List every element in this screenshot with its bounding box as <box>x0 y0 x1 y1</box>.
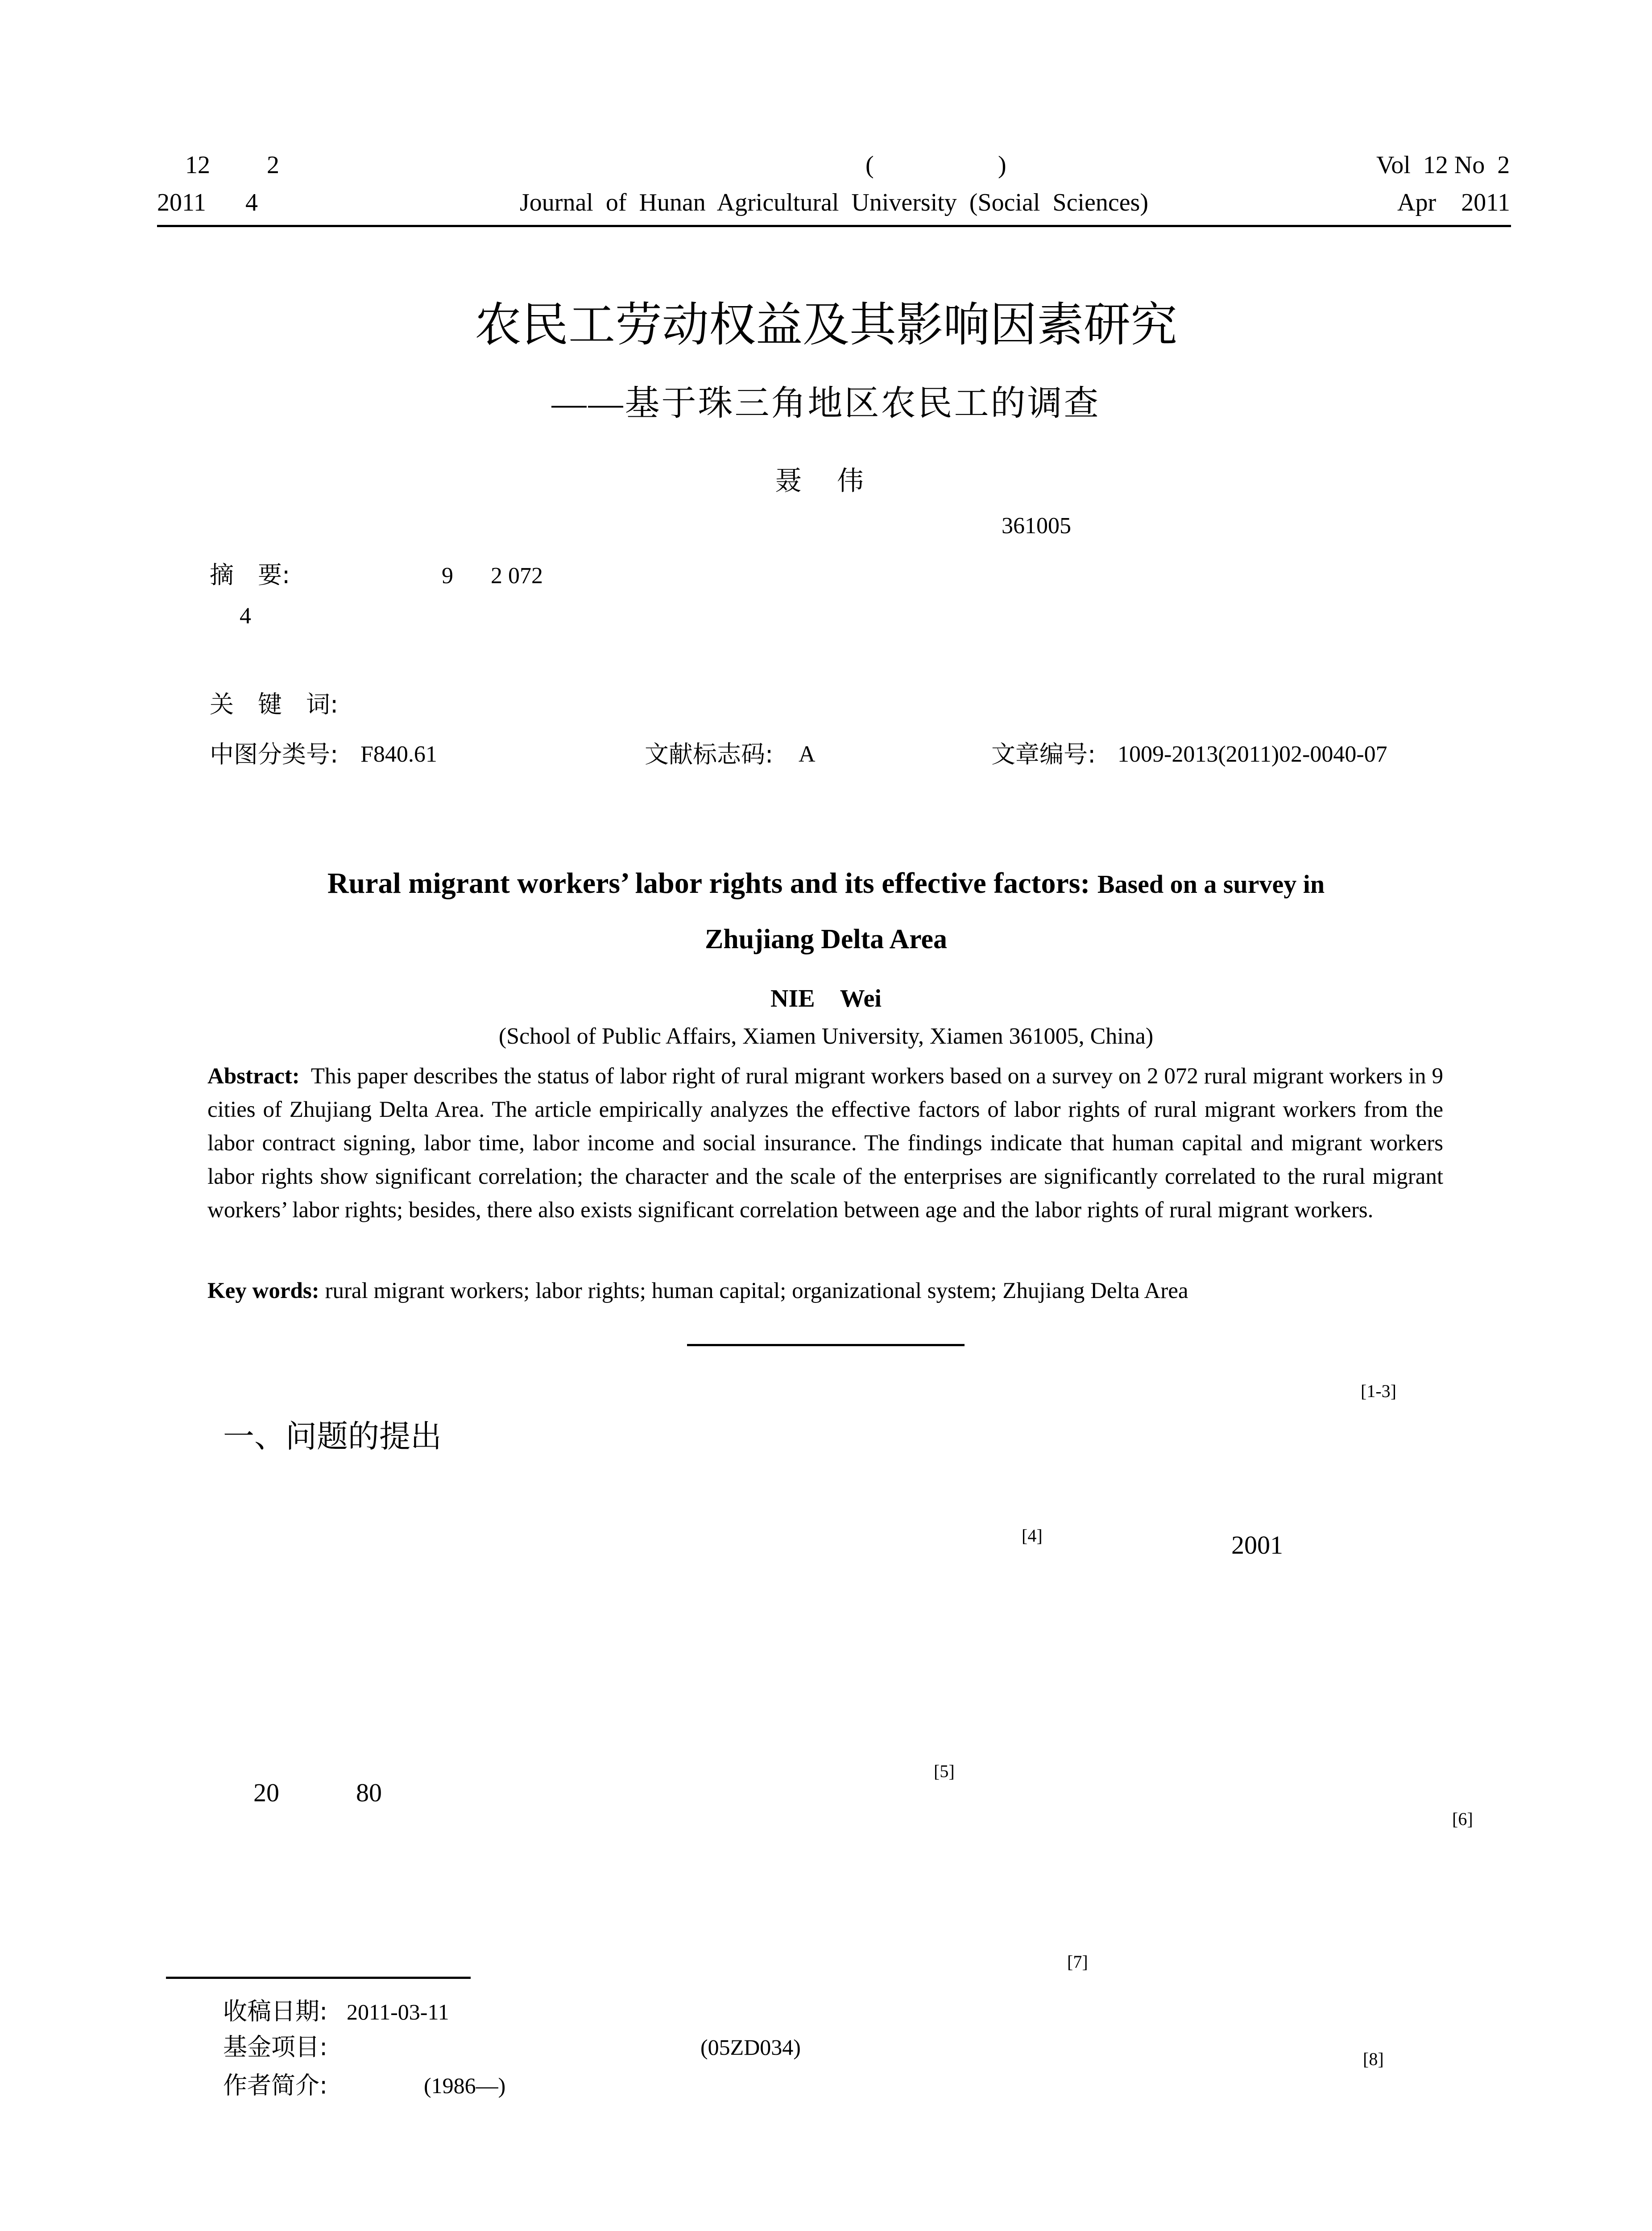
citation-7: [7] <box>1067 1952 1088 1972</box>
author-bio-label: 作者简介: <box>223 2071 328 2099</box>
author-cn: 聂 伟 <box>774 465 878 497</box>
affiliation-en: (School of Public Affairs, Xiamen University, Xiamen 361005, China) <box>498 1024 1154 1049</box>
abstract-cn-num-2072: 2 072 <box>491 563 543 589</box>
article-number-label: 文章编号: <box>991 740 1096 768</box>
title-cn: 农民工劳动权益及其影响因素研究 <box>474 298 1177 352</box>
citation-4: [4] <box>1022 1526 1043 1546</box>
clc-value: F840.61 <box>360 742 437 767</box>
section-heading-1: 一、问题的提出 <box>223 1418 442 1455</box>
header-volume-en: Vol 12 No 2 <box>1376 151 1510 179</box>
header-rule <box>157 225 1511 227</box>
body-number-20: 20 <box>253 1778 279 1807</box>
doc-code-value: A <box>799 742 816 767</box>
abstract-cn-num-4: 4 <box>240 603 251 629</box>
fund-label: 基金项目: <box>223 2033 328 2061</box>
doc-code-label: 文献标志码: <box>645 740 774 768</box>
title-en-line2: Zhujiang Delta Area <box>704 924 948 954</box>
header-year: 2011 <box>157 189 206 216</box>
received-date-label: 收稿日期: <box>223 1997 328 2025</box>
header-paren-close: ) <box>998 151 1006 179</box>
article-number-value: 1009-2013(2011)02-0040-07 <box>1118 742 1387 767</box>
header-month: 4 <box>245 189 258 216</box>
abstract-separator-rule <box>687 1344 965 1346</box>
title-en-line1 <box>0 866 1652 902</box>
abstract-cn-label: 摘 要: <box>210 561 290 589</box>
abstract-cn-num-9: 9 <box>442 563 453 589</box>
title-en-main: Rural migrant workers’ labor rights and its effective factors: <box>327 867 1090 900</box>
received-date-value: 2011-03-11 <box>347 1999 449 2024</box>
subtitle-cn: ——基于珠三角地区农民工的调查 <box>551 384 1101 423</box>
clc-label: 中图分类号: <box>210 740 339 768</box>
body-number-80: 80 <box>356 1778 382 1807</box>
author-bio-value: (1986—) <box>424 2073 506 2098</box>
header-paren-open: ( <box>865 151 874 179</box>
keywords-cn-label: 关 键 词: <box>210 690 339 718</box>
title-en-subtitle: Based on a survey in <box>1097 870 1325 899</box>
citation-6: [6] <box>1452 1809 1473 1829</box>
postcode-cn: 361005 <box>1002 513 1071 539</box>
abstract-en-label: Abstract: <box>207 1064 300 1089</box>
keywords-en-text: rural migrant workers; labor rights; human capital; organizational system; Zhujiang Delta Area <box>325 1278 1188 1303</box>
header-issue: 2 <box>267 151 279 179</box>
header-date-en: Apr 2011 <box>1397 189 1511 216</box>
body-year-2001: 2001 <box>1231 1530 1283 1559</box>
citation-1-3: [1-3] <box>1361 1381 1396 1401</box>
fund-value: (05ZD034) <box>700 2035 801 2060</box>
keywords-en-label: Key words: <box>207 1278 319 1303</box>
abstract-en-text: This paper describes the status of labor right of rural migrant workers based on a survey on 2 072 rural migrant workers in 9 cities of Zhujiang Delta Area. The article empirically analyzes the effective factors of labor rights of rural migrant workers from the labor contract signing, labor time, labor income and social insurance. The findings indicate that human capital and migrant workers labor rights show significant correlation; the character and the scale of the enterprises are significantly correlated to the rural migrant workers’ labor rights; besides, there also exists significant correlation between age and the labor rights of rural migrant workers. <box>207 1064 1443 1223</box>
footnote-rule <box>166 1977 471 1979</box>
header-volume: 12 <box>185 151 210 179</box>
abstract-en <box>207 1060 1443 1227</box>
header-journal-name: Journal of Hunan Agricultural University (Social Sciences) <box>520 189 1148 216</box>
author-en: NIE Wei <box>770 985 882 1012</box>
citation-5: [5] <box>934 1761 955 1781</box>
citation-8: [8] <box>1363 2049 1384 2069</box>
keywords-en <box>207 1277 1188 1305</box>
